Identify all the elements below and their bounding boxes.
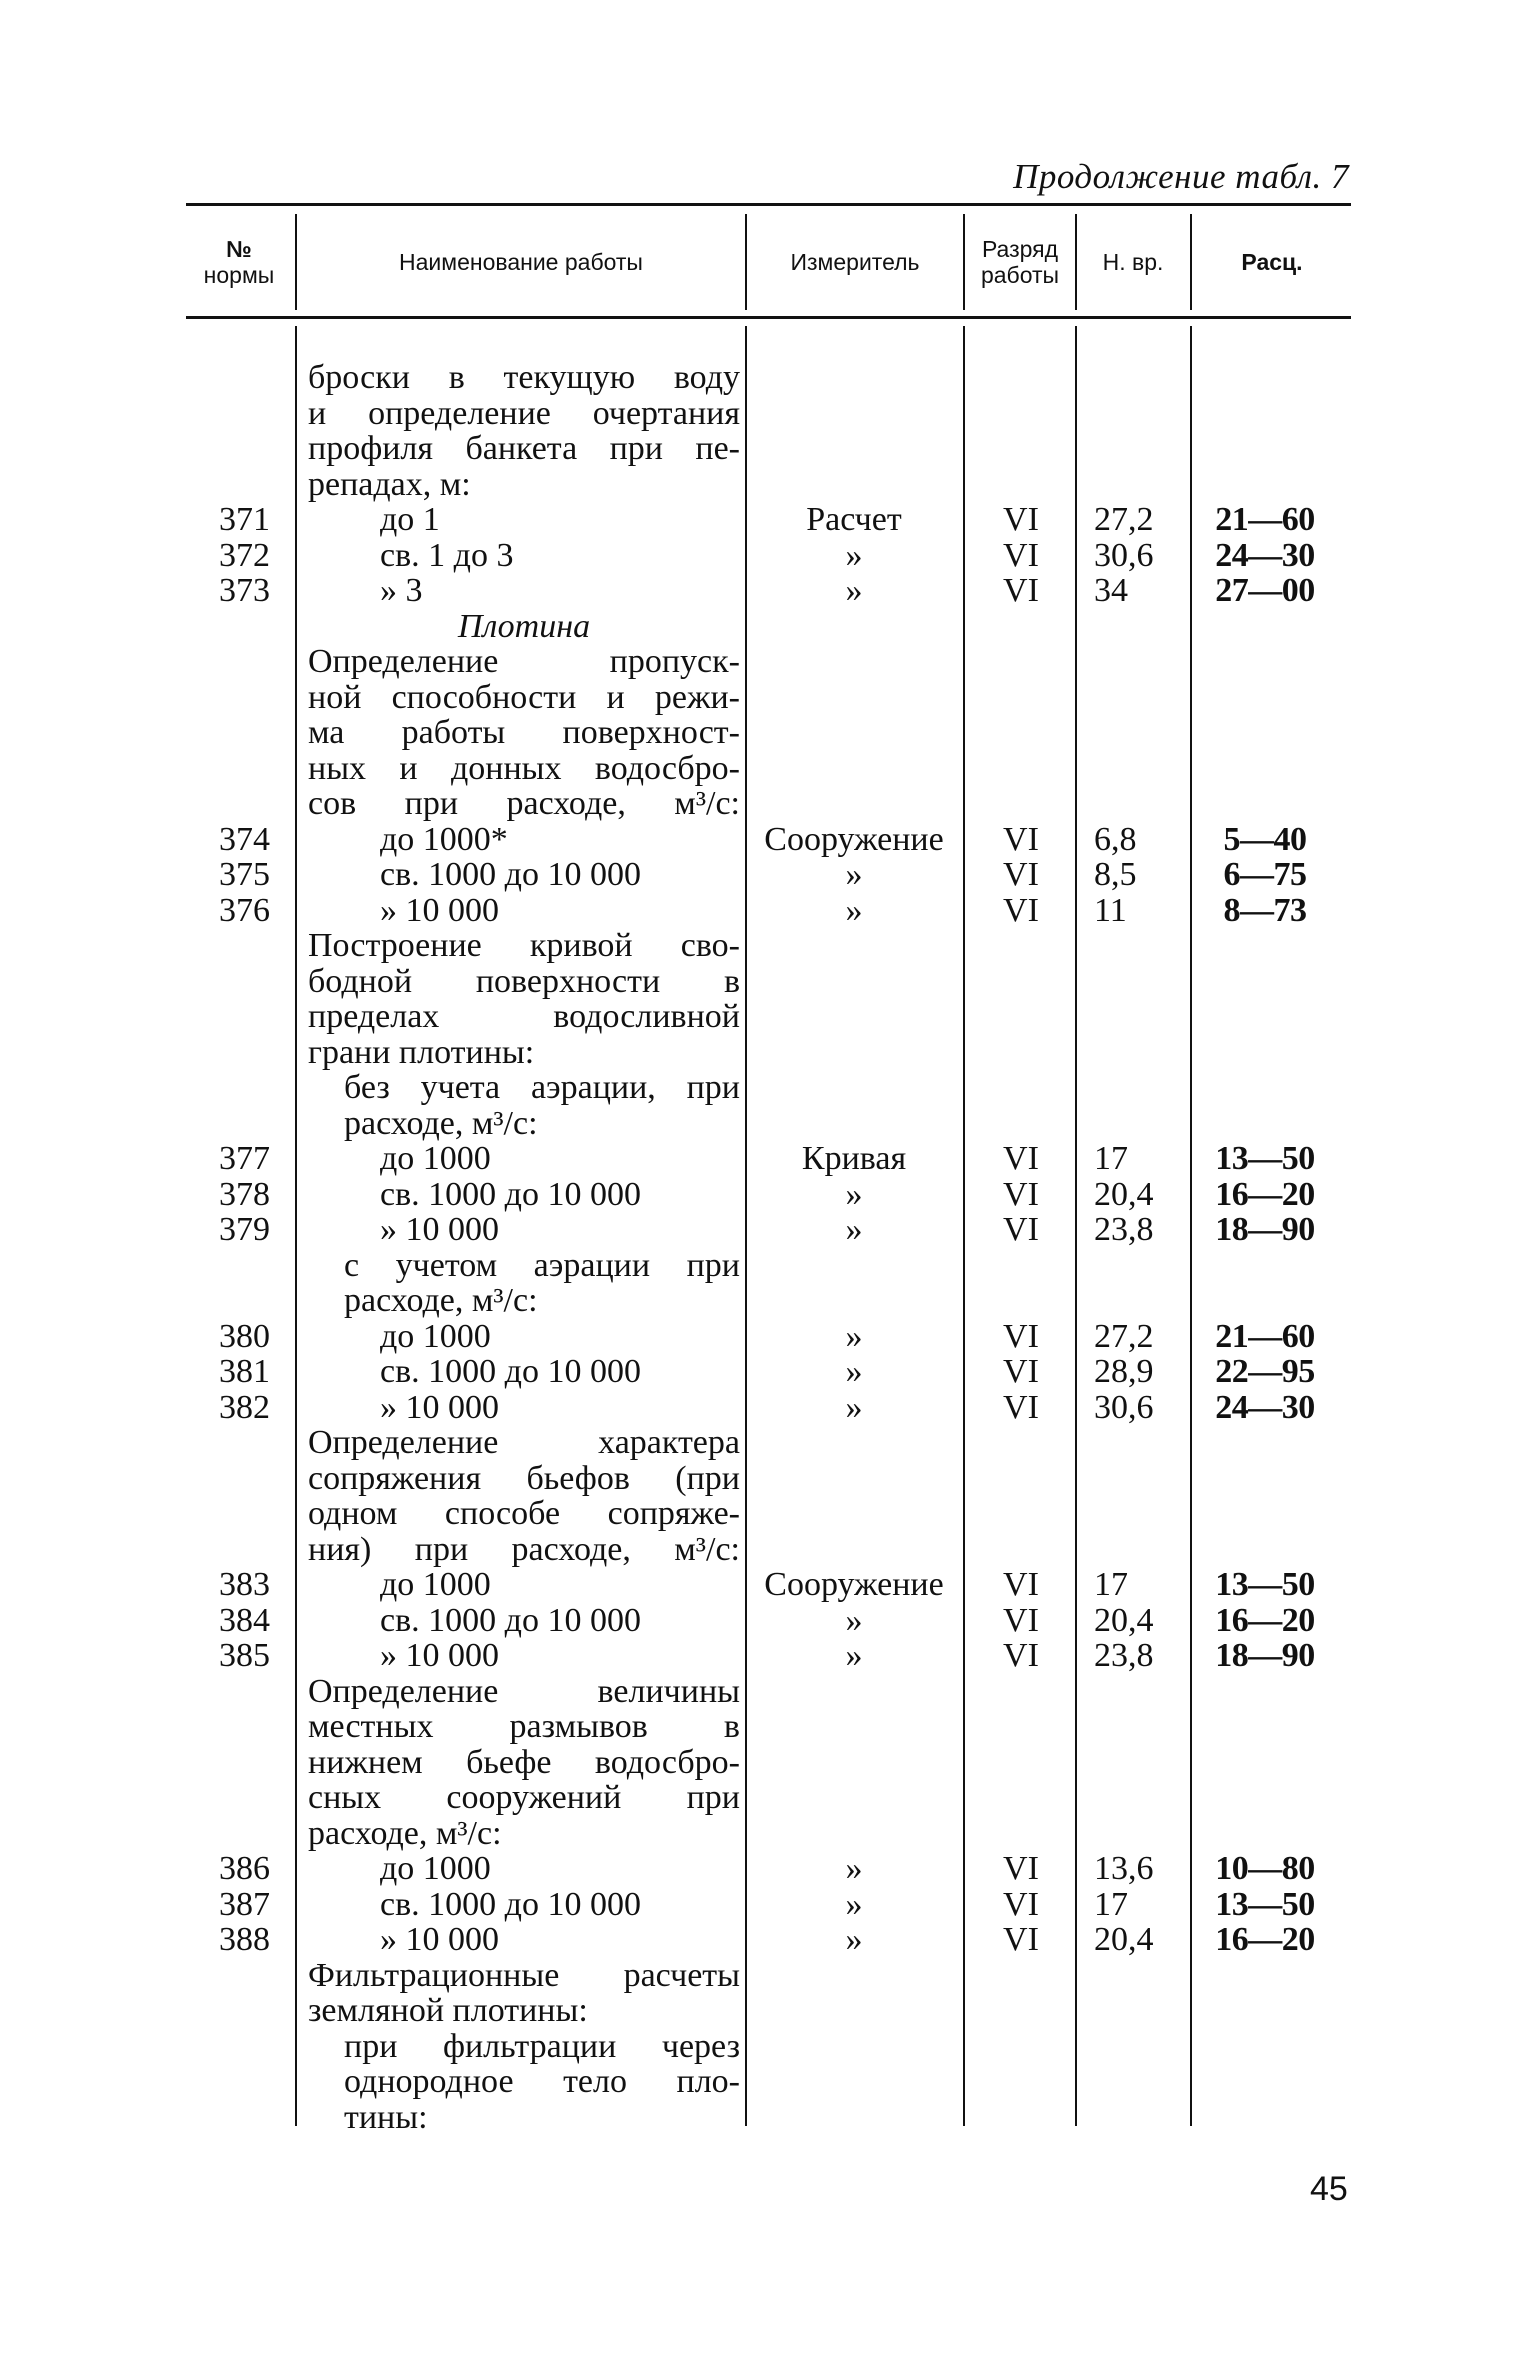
measure-unit: » <box>845 1317 863 1355</box>
rate-value: 18—90 <box>1215 1637 1315 1674</box>
work-name: св. 1000 до 10 000 <box>380 1601 641 1639</box>
header-measure-label: Измеритель <box>790 249 920 275</box>
work-rank: VI <box>1003 820 1039 858</box>
measure-unit: » <box>845 1885 863 1923</box>
header-rate <box>1193 214 1351 310</box>
work-name: нижнем бьефе водосбро- <box>308 1743 740 1781</box>
time-norm: 30,6 <box>1094 536 1154 574</box>
table-row <box>0 1567 1535 1602</box>
work-rank: VI <box>1003 1850 1039 1887</box>
measure-unit: » <box>845 1211 863 1248</box>
work-name: сов при расходе, м³/с: <box>308 785 740 822</box>
header-norm-line2: нормы <box>203 262 275 288</box>
norm-number: 386 <box>219 1850 270 1887</box>
measure-unit: Кривая <box>801 1140 907 1177</box>
time-norm: 8,5 <box>1094 856 1137 893</box>
table-row <box>0 1177 1535 1212</box>
time-norm: 28,9 <box>1094 1353 1154 1390</box>
table-row <box>0 893 1535 928</box>
work-name: с учетом аэрации при <box>344 1246 740 1284</box>
rate-value: 22—95 <box>1215 1353 1315 1390</box>
table-row <box>0 431 1535 466</box>
work-name: до 1000 <box>380 1140 491 1177</box>
work-rank: VI <box>1003 1353 1039 1390</box>
norm-number: 373 <box>219 572 270 609</box>
time-norm: 20,4 <box>1094 1601 1154 1639</box>
rate-value: 13—50 <box>1215 1566 1315 1603</box>
time-norm: 34 <box>1094 572 1128 609</box>
rate-value: 16—20 <box>1215 1921 1315 1958</box>
work-name: до 1000 <box>380 1317 491 1355</box>
work-name: св. 1000 до 10 000 <box>380 1353 641 1390</box>
header-measure <box>748 214 962 310</box>
table-row <box>0 538 1535 573</box>
work-name: до 1000 <box>380 1850 491 1887</box>
table-row <box>0 1319 1535 1354</box>
header-bottom-rule <box>186 316 1351 319</box>
work-rank: VI <box>1003 856 1039 893</box>
time-norm: 17 <box>1094 1140 1128 1177</box>
header-rank <box>966 214 1074 310</box>
measure-unit: Сооружение <box>764 1566 944 1603</box>
table-row <box>0 1248 1535 1283</box>
measure-unit: » <box>845 1601 863 1639</box>
table-row <box>0 964 1535 999</box>
work-name: броски в текущую воду <box>308 359 740 396</box>
time-norm: 30,6 <box>1094 1388 1154 1426</box>
work-name: земляной плотины: <box>308 1992 588 2029</box>
work-name: » 10 000 <box>380 1388 499 1426</box>
rate-value: 5—40 <box>1223 820 1307 858</box>
table-row <box>0 1958 1535 1993</box>
table-row <box>0 680 1535 715</box>
rate-value: 10—80 <box>1215 1850 1315 1887</box>
work-rank: VI <box>1003 1885 1039 1923</box>
work-rank: VI <box>1003 1637 1039 1674</box>
table-row <box>0 1106 1535 1141</box>
header-time-norm-label: Н. вр. <box>1102 249 1164 275</box>
norm-number: 381 <box>219 1353 270 1390</box>
work-name: сных сооружений при <box>308 1779 740 1816</box>
time-norm: 6,8 <box>1094 820 1137 858</box>
work-name: до 1000 <box>380 1566 491 1603</box>
rate-value: 21—60 <box>1215 1317 1315 1355</box>
measure-unit: » <box>845 1175 863 1213</box>
norm-number: 388 <box>219 1921 270 1958</box>
work-rank: VI <box>1003 572 1039 609</box>
table-row <box>0 1603 1535 1638</box>
table-row <box>0 1532 1535 1567</box>
work-name: » 10 000 <box>380 1637 499 1674</box>
work-name: Построение кривой сво- <box>308 927 740 964</box>
measure-unit: » <box>845 536 863 574</box>
work-name: грани плотины: <box>308 1033 535 1071</box>
table-row <box>0 1283 1535 1318</box>
header-time-norm <box>1078 214 1188 310</box>
table-row <box>0 1070 1535 1105</box>
norm-number: 382 <box>219 1388 270 1426</box>
work-name: при фильтрации через <box>344 2027 740 2065</box>
work-name: профиля банкета при пе- <box>308 430 740 467</box>
time-norm: 23,8 <box>1094 1637 1154 1674</box>
table-row <box>0 2064 1535 2099</box>
table-row <box>0 644 1535 679</box>
work-name: Фильтрационные расчеты <box>308 1956 740 1994</box>
rate-value: 6—75 <box>1223 856 1307 893</box>
table-row <box>0 1461 1535 1496</box>
header-top-rule <box>186 203 1351 206</box>
norm-number: 384 <box>219 1601 270 1639</box>
work-name: расходе, м³/с: <box>344 1104 538 1142</box>
table-row <box>0 1638 1535 1673</box>
work-name: » 3 <box>380 572 423 609</box>
norm-number: 380 <box>219 1317 270 1355</box>
work-name: св. 1000 до 10 000 <box>380 1885 641 1923</box>
measure-unit: » <box>845 891 863 929</box>
table-row <box>0 715 1535 750</box>
table-row <box>0 1674 1535 1709</box>
work-name: » 10 000 <box>380 891 499 929</box>
header-norm-number <box>186 214 292 310</box>
table-row <box>0 360 1535 395</box>
norm-number: 375 <box>219 856 270 893</box>
rate-value: 13—50 <box>1215 1140 1315 1177</box>
work-name: местных размывов в <box>308 1708 740 1745</box>
rate-value: 21—60 <box>1215 501 1315 538</box>
table-row <box>0 822 1535 857</box>
measure-unit: Расчет <box>806 501 902 538</box>
work-name: расходе, м³/с: <box>308 1814 502 1852</box>
rate-value: 16—20 <box>1215 1601 1315 1639</box>
header-work-name <box>298 214 744 310</box>
header-rate-label: Расц. <box>1241 249 1303 275</box>
measure-unit: » <box>845 1921 863 1958</box>
table-row <box>0 1035 1535 1070</box>
work-rank: VI <box>1003 1175 1039 1213</box>
work-name: св. 1 до 3 <box>380 536 514 574</box>
work-name: Определение пропуск- <box>308 643 740 680</box>
table-row <box>0 857 1535 892</box>
work-name: до 1 <box>380 501 440 538</box>
rate-value: 16—20 <box>1215 1175 1315 1213</box>
header-divider <box>1190 214 1192 310</box>
time-norm: 27,2 <box>1094 501 1154 538</box>
table-row <box>0 2029 1535 2064</box>
measure-unit: » <box>845 1388 863 1426</box>
norm-number: 372 <box>219 536 270 574</box>
work-name: бодной поверхности в <box>308 962 740 1000</box>
rate-value: 24—30 <box>1215 1388 1315 1426</box>
table-row <box>0 1922 1535 1957</box>
table-row <box>0 467 1535 502</box>
norm-number: 379 <box>219 1211 270 1248</box>
work-name: ния) при расходе, м³/с: <box>308 1530 740 1568</box>
table-row <box>0 1851 1535 1886</box>
measure-unit: » <box>845 856 863 893</box>
work-name: » 10 000 <box>380 1211 499 1248</box>
work-name: сопряжения бьефов (при <box>308 1459 740 1497</box>
table-row <box>0 609 1535 644</box>
norm-number: 378 <box>219 1175 270 1213</box>
table-row <box>0 928 1535 963</box>
time-norm: 27,2 <box>1094 1317 1154 1355</box>
table-row <box>0 1709 1535 1744</box>
header-divider <box>295 214 297 310</box>
header-divider <box>963 214 965 310</box>
table-row <box>0 2100 1535 2135</box>
table-row <box>0 1887 1535 1922</box>
table-row <box>0 786 1535 821</box>
time-norm: 11 <box>1094 891 1127 929</box>
rate-value: 13—50 <box>1215 1885 1315 1923</box>
table-row <box>0 999 1535 1034</box>
table-row <box>0 1780 1535 1815</box>
section-heading: Плотина <box>457 607 591 645</box>
rate-value: 24—30 <box>1215 536 1315 574</box>
time-norm: 20,4 <box>1094 1175 1154 1213</box>
table-row <box>0 502 1535 537</box>
work-name: до 1000* <box>380 820 508 858</box>
page-number: 45 <box>1310 2170 1348 2208</box>
table-row <box>0 751 1535 786</box>
norm-number: 371 <box>219 501 270 538</box>
header-divider <box>745 214 747 310</box>
norm-number: 387 <box>219 1885 270 1923</box>
table-row <box>0 1816 1535 1851</box>
work-name: тины: <box>344 2098 428 2136</box>
work-rank: VI <box>1003 891 1039 929</box>
work-rank: VI <box>1003 1601 1039 1639</box>
norm-number: 376 <box>219 891 270 929</box>
work-rank: VI <box>1003 1140 1039 1177</box>
work-rank: VI <box>1003 536 1039 574</box>
table-row <box>0 1141 1535 1176</box>
work-name: без учета аэрации, при <box>344 1069 740 1106</box>
table-row <box>0 573 1535 608</box>
table-row <box>0 396 1535 431</box>
table-row <box>0 1212 1535 1247</box>
work-name: пределах водосливной <box>308 998 740 1035</box>
table-row <box>0 1993 1535 2028</box>
work-rank: VI <box>1003 1921 1039 1958</box>
table-row <box>0 1390 1535 1425</box>
header-work-name-label: Наименование работы <box>399 249 643 275</box>
work-rank: VI <box>1003 1317 1039 1355</box>
measure-unit: Сооружение <box>764 820 944 858</box>
time-norm: 20,4 <box>1094 1921 1154 1958</box>
measure-unit: » <box>845 1637 863 1674</box>
work-name: ма работы поверхност- <box>308 714 740 751</box>
measure-unit: » <box>845 1353 863 1390</box>
norm-number: 383 <box>219 1566 270 1603</box>
norm-number: 385 <box>219 1637 270 1674</box>
work-name: однородное тело пло- <box>344 2063 740 2100</box>
work-name: св. 1000 до 10 000 <box>380 856 641 893</box>
header-rank-line2: работы <box>980 262 1060 288</box>
table-row <box>0 1425 1535 1460</box>
table-row <box>0 1354 1535 1389</box>
norm-number: 377 <box>219 1140 270 1177</box>
header-norm-line1: № <box>226 236 252 262</box>
work-name: одном способе сопряже- <box>308 1495 740 1532</box>
work-rank: VI <box>1003 501 1039 538</box>
header-rank-line1: Разряд <box>981 236 1059 262</box>
time-norm: 17 <box>1094 1885 1128 1923</box>
rate-value: 8—73 <box>1223 891 1307 929</box>
work-name: ных и донных водосбро- <box>308 749 740 787</box>
work-name: и определение очертания <box>308 394 740 432</box>
table-continuation-caption: Продолжение табл. 7 <box>1013 157 1349 196</box>
norm-number: 374 <box>219 820 270 858</box>
work-name: св. 1000 до 10 000 <box>380 1175 641 1213</box>
measure-unit: » <box>845 572 863 609</box>
work-name: ной способности и режи- <box>308 678 740 716</box>
table-row <box>0 1745 1535 1780</box>
work-rank: VI <box>1003 1388 1039 1426</box>
work-name: » 10 000 <box>380 1921 499 1958</box>
work-name: репадах, м: <box>308 465 471 503</box>
time-norm: 17 <box>1094 1566 1128 1603</box>
rate-value: 27—00 <box>1215 572 1315 609</box>
header-divider <box>1075 214 1077 310</box>
work-rank: VI <box>1003 1566 1039 1603</box>
table-row <box>0 1496 1535 1531</box>
time-norm: 13,6 <box>1094 1850 1154 1887</box>
rate-value: 18—90 <box>1215 1211 1315 1248</box>
time-norm: 23,8 <box>1094 1211 1154 1248</box>
work-name: расходе, м³/с: <box>344 1282 538 1319</box>
work-name: Определение характера <box>308 1424 740 1461</box>
work-name: Определение величины <box>308 1672 740 1710</box>
work-rank: VI <box>1003 1211 1039 1248</box>
measure-unit: » <box>845 1850 863 1887</box>
